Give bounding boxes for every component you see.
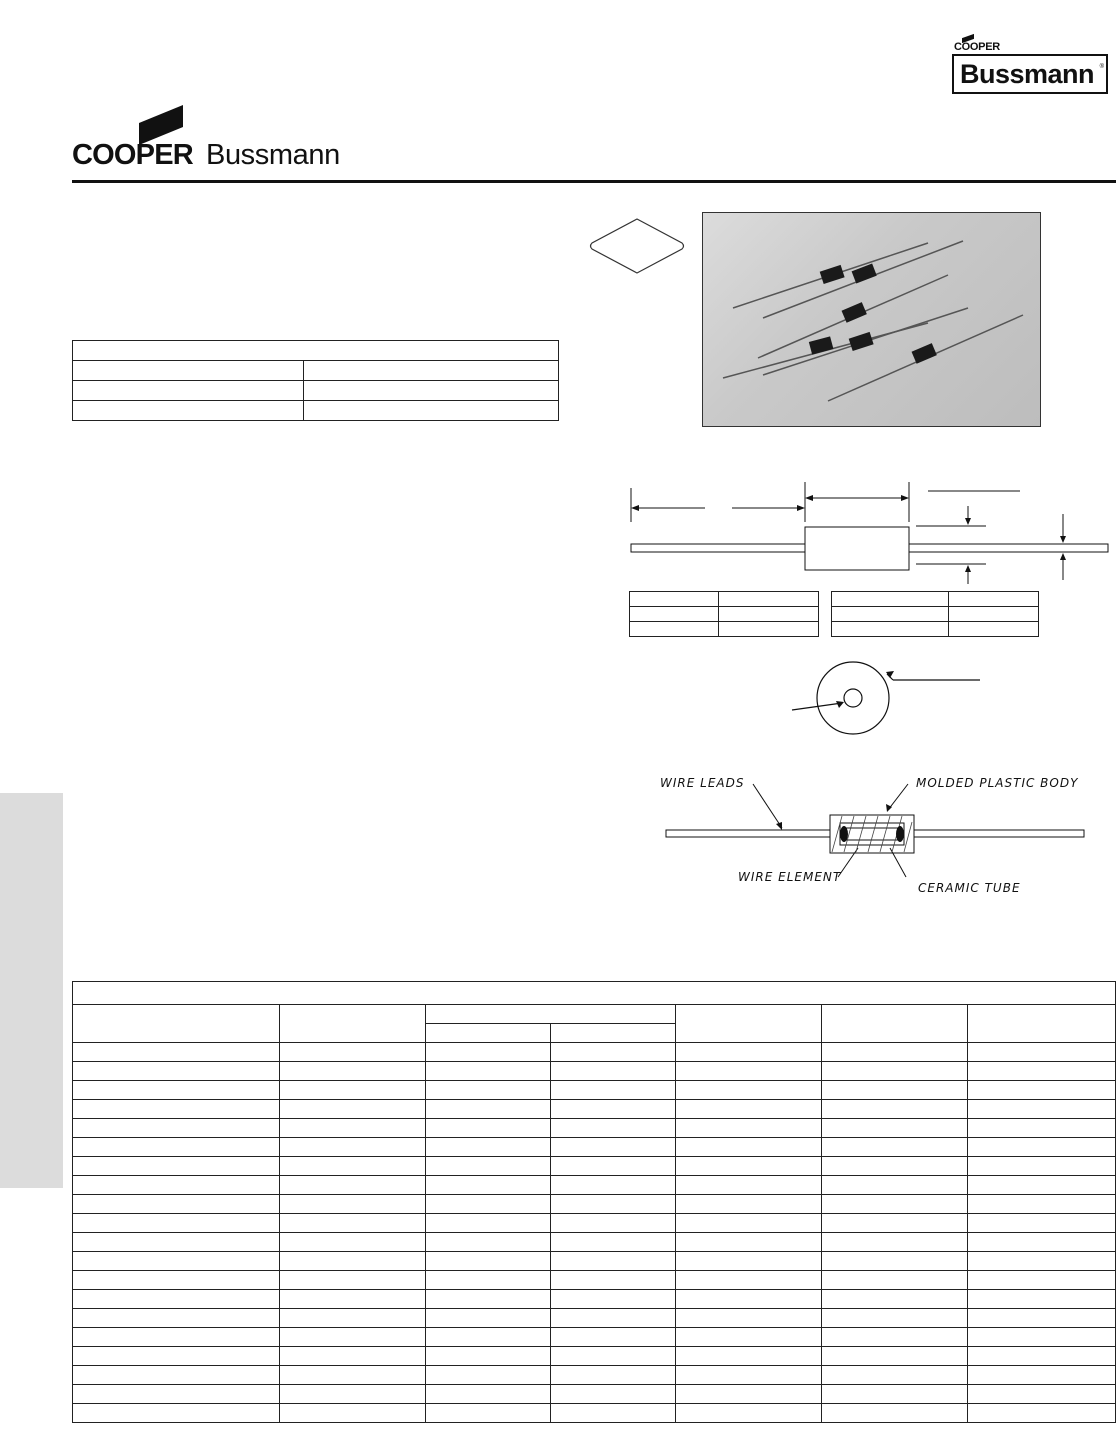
table-row bbox=[73, 1214, 1116, 1233]
table-row bbox=[73, 1347, 1116, 1366]
label-molded-plastic-body: MOLDED PLASTIC BODY bbox=[916, 776, 1079, 790]
spec-table-row bbox=[73, 361, 559, 381]
side-section-tab bbox=[0, 793, 63, 1188]
table-row bbox=[630, 622, 819, 637]
table-row bbox=[73, 1157, 1116, 1176]
table-row bbox=[832, 592, 1039, 607]
table-row bbox=[73, 1043, 1116, 1062]
label-wire-leads: WIRE LEADS bbox=[660, 776, 745, 790]
table-row bbox=[630, 607, 819, 622]
construction-drawing bbox=[660, 770, 1116, 900]
table-row bbox=[832, 607, 1039, 622]
dimension-table-right bbox=[831, 591, 1039, 637]
table-row bbox=[73, 1404, 1116, 1423]
small-brand-logo bbox=[952, 41, 1112, 97]
product-table-header-row bbox=[73, 1005, 1116, 1024]
table-row bbox=[73, 1176, 1116, 1195]
spec-table-header-row bbox=[73, 341, 559, 361]
table-row bbox=[73, 1195, 1116, 1214]
table-row bbox=[73, 1062, 1116, 1081]
end-view-drawing bbox=[780, 660, 990, 740]
product-table bbox=[72, 981, 1116, 1423]
label-ceramic-tube: CERAMIC TUBE bbox=[918, 881, 1021, 895]
table-row bbox=[73, 1366, 1116, 1385]
table-row bbox=[630, 592, 819, 607]
table-row bbox=[73, 1271, 1116, 1290]
dimension-drawing bbox=[620, 480, 1116, 590]
table-row bbox=[73, 1138, 1116, 1157]
header-rule bbox=[72, 180, 1116, 183]
table-row bbox=[73, 1081, 1116, 1100]
table-row bbox=[73, 1233, 1116, 1252]
fuses-photo-illustration bbox=[703, 213, 1041, 427]
table-row bbox=[73, 1328, 1116, 1347]
small-logo-bussmann-text: Bussmann bbox=[960, 59, 1095, 89]
product-photo bbox=[702, 212, 1041, 427]
spec-table-row bbox=[73, 381, 559, 401]
registered-mark: ® bbox=[1099, 64, 1104, 70]
spec-table-row bbox=[73, 401, 559, 421]
table-row bbox=[73, 1290, 1116, 1309]
table-row bbox=[73, 1385, 1116, 1404]
spec-table bbox=[72, 340, 559, 421]
table-row bbox=[73, 1100, 1116, 1119]
diamond-badge-icon bbox=[588, 217, 686, 275]
table-row bbox=[832, 622, 1039, 637]
small-logo-cooper-text: COOPER bbox=[954, 41, 1000, 53]
main-brand-logo bbox=[72, 105, 372, 170]
logo-bussmann-text: Bussmann bbox=[206, 139, 340, 171]
table-row bbox=[73, 1252, 1116, 1271]
product-table-title-row bbox=[73, 982, 1116, 1005]
table-row bbox=[73, 1309, 1116, 1328]
dimension-table-left bbox=[629, 591, 819, 637]
logo-cooper-text: COOPER bbox=[72, 139, 193, 171]
small-logo-box bbox=[952, 54, 1108, 94]
label-wire-element: WIRE ELEMENT bbox=[738, 870, 842, 884]
table-row bbox=[73, 1119, 1116, 1138]
